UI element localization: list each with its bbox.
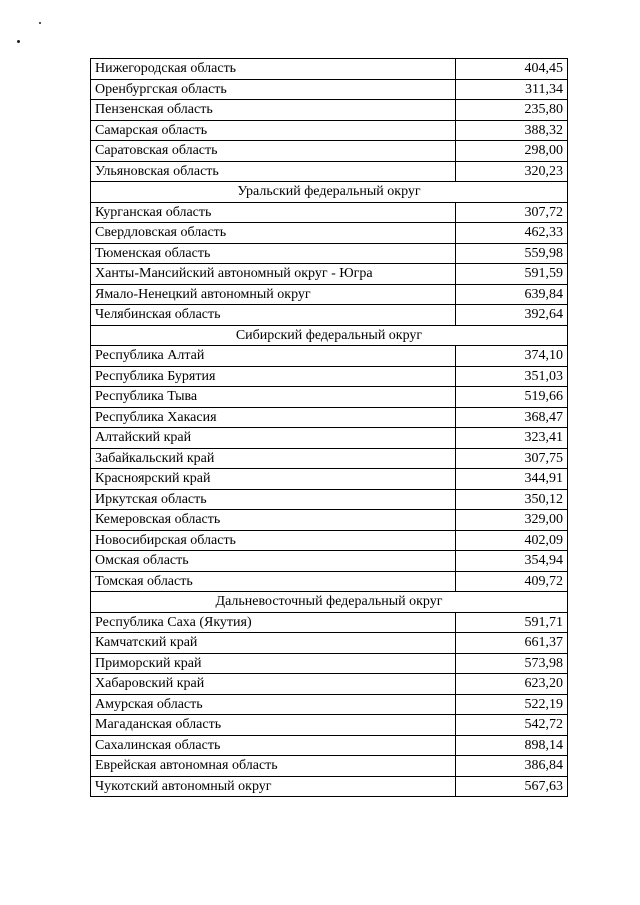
region-name: Республика Хакасия (91, 407, 456, 428)
district-name: Дальневосточный федеральный округ (91, 592, 568, 613)
table-row (91, 161, 568, 182)
region-name: Амурская область (91, 694, 456, 715)
table-row (91, 428, 568, 449)
region-name: Челябинская область (91, 305, 456, 326)
scan-speck (39, 22, 41, 24)
region-value: 591,71 (456, 612, 568, 633)
table-row (91, 571, 568, 592)
region-name: Алтайский край (91, 428, 456, 449)
table-row (91, 653, 568, 674)
region-name: Пензенская область (91, 100, 456, 121)
region-value: 392,64 (456, 305, 568, 326)
table-row (91, 264, 568, 285)
region-value: 639,84 (456, 284, 568, 305)
region-value: 567,63 (456, 776, 568, 797)
table-row (91, 59, 568, 80)
table-row (91, 346, 568, 367)
table-row (91, 551, 568, 572)
region-value: 354,94 (456, 551, 568, 572)
table-row (91, 776, 568, 797)
region-value: 404,45 (456, 59, 568, 80)
region-name: Нижегородская область (91, 59, 456, 80)
region-value: 351,03 (456, 366, 568, 387)
regions-table (90, 58, 568, 797)
table-row (91, 79, 568, 100)
region-name: Омская область (91, 551, 456, 572)
region-value: 323,41 (456, 428, 568, 449)
region-value: 386,84 (456, 756, 568, 777)
region-value: 462,33 (456, 223, 568, 244)
region-name: Ульяновская область (91, 161, 456, 182)
region-name: Забайкальский край (91, 448, 456, 469)
region-value: 519,66 (456, 387, 568, 408)
region-name: Свердловская область (91, 223, 456, 244)
table-row (91, 715, 568, 736)
table-row (91, 202, 568, 223)
table-row (91, 305, 568, 326)
region-value: 661,37 (456, 633, 568, 654)
table-row (91, 141, 568, 162)
region-name: Магаданская область (91, 715, 456, 736)
table-row (91, 674, 568, 695)
region-value: 898,14 (456, 735, 568, 756)
table-row (91, 284, 568, 305)
region-name: Курганская область (91, 202, 456, 223)
region-name: Республика Саха (Якутия) (91, 612, 456, 633)
region-value: 402,09 (456, 530, 568, 551)
table-row (91, 612, 568, 633)
table-row (91, 243, 568, 264)
region-value: 311,34 (456, 79, 568, 100)
region-value: 591,59 (456, 264, 568, 285)
region-value: 235,80 (456, 100, 568, 121)
region-name: Самарская область (91, 120, 456, 141)
region-name: Сахалинская область (91, 735, 456, 756)
table-row (91, 530, 568, 551)
region-name: Иркутская область (91, 489, 456, 510)
scan-speck (17, 40, 20, 43)
table-row (91, 448, 568, 469)
region-value: 374,10 (456, 346, 568, 367)
region-value: 344,91 (456, 469, 568, 490)
region-value: 307,75 (456, 448, 568, 469)
table-row (91, 756, 568, 777)
region-value: 350,12 (456, 489, 568, 510)
district-header-row (91, 325, 568, 346)
region-value: 542,72 (456, 715, 568, 736)
district-name: Сибирский федеральный округ (91, 325, 568, 346)
district-header-row (91, 182, 568, 203)
region-name: Приморский край (91, 653, 456, 674)
region-value: 623,20 (456, 674, 568, 695)
district-header-row (91, 592, 568, 613)
table-row (91, 407, 568, 428)
region-name: Тюменская область (91, 243, 456, 264)
region-name: Оренбургская область (91, 79, 456, 100)
region-name: Ямало-Ненецкий автономный округ (91, 284, 456, 305)
table-row (91, 469, 568, 490)
table-row (91, 735, 568, 756)
region-value: 368,47 (456, 407, 568, 428)
table-row (91, 120, 568, 141)
region-name: Новосибирская область (91, 530, 456, 551)
region-name: Республика Бурятия (91, 366, 456, 387)
region-value: 559,98 (456, 243, 568, 264)
region-value: 307,72 (456, 202, 568, 223)
region-name: Хабаровский край (91, 674, 456, 695)
table-row (91, 633, 568, 654)
table-row (91, 489, 568, 510)
region-value: 522,19 (456, 694, 568, 715)
table-row (91, 100, 568, 121)
region-name: Кемеровская область (91, 510, 456, 531)
region-value: 573,98 (456, 653, 568, 674)
table-row (91, 510, 568, 531)
region-name: Камчатский край (91, 633, 456, 654)
table-row (91, 387, 568, 408)
table-row (91, 366, 568, 387)
region-name: Томская область (91, 571, 456, 592)
region-name: Ханты-Мансийский автономный округ - Югра (91, 264, 456, 285)
region-name: Чукотский автономный округ (91, 776, 456, 797)
region-name: Республика Алтай (91, 346, 456, 367)
region-value: 388,32 (456, 120, 568, 141)
region-name: Еврейская автономная область (91, 756, 456, 777)
district-name: Уральский федеральный округ (91, 182, 568, 203)
region-value: 409,72 (456, 571, 568, 592)
table-row (91, 694, 568, 715)
regions-table-body (91, 59, 568, 797)
region-name: Республика Тыва (91, 387, 456, 408)
region-name: Саратовская область (91, 141, 456, 162)
region-value: 298,00 (456, 141, 568, 162)
region-value: 329,00 (456, 510, 568, 531)
region-name: Красноярский край (91, 469, 456, 490)
table-row (91, 223, 568, 244)
region-value: 320,23 (456, 161, 568, 182)
